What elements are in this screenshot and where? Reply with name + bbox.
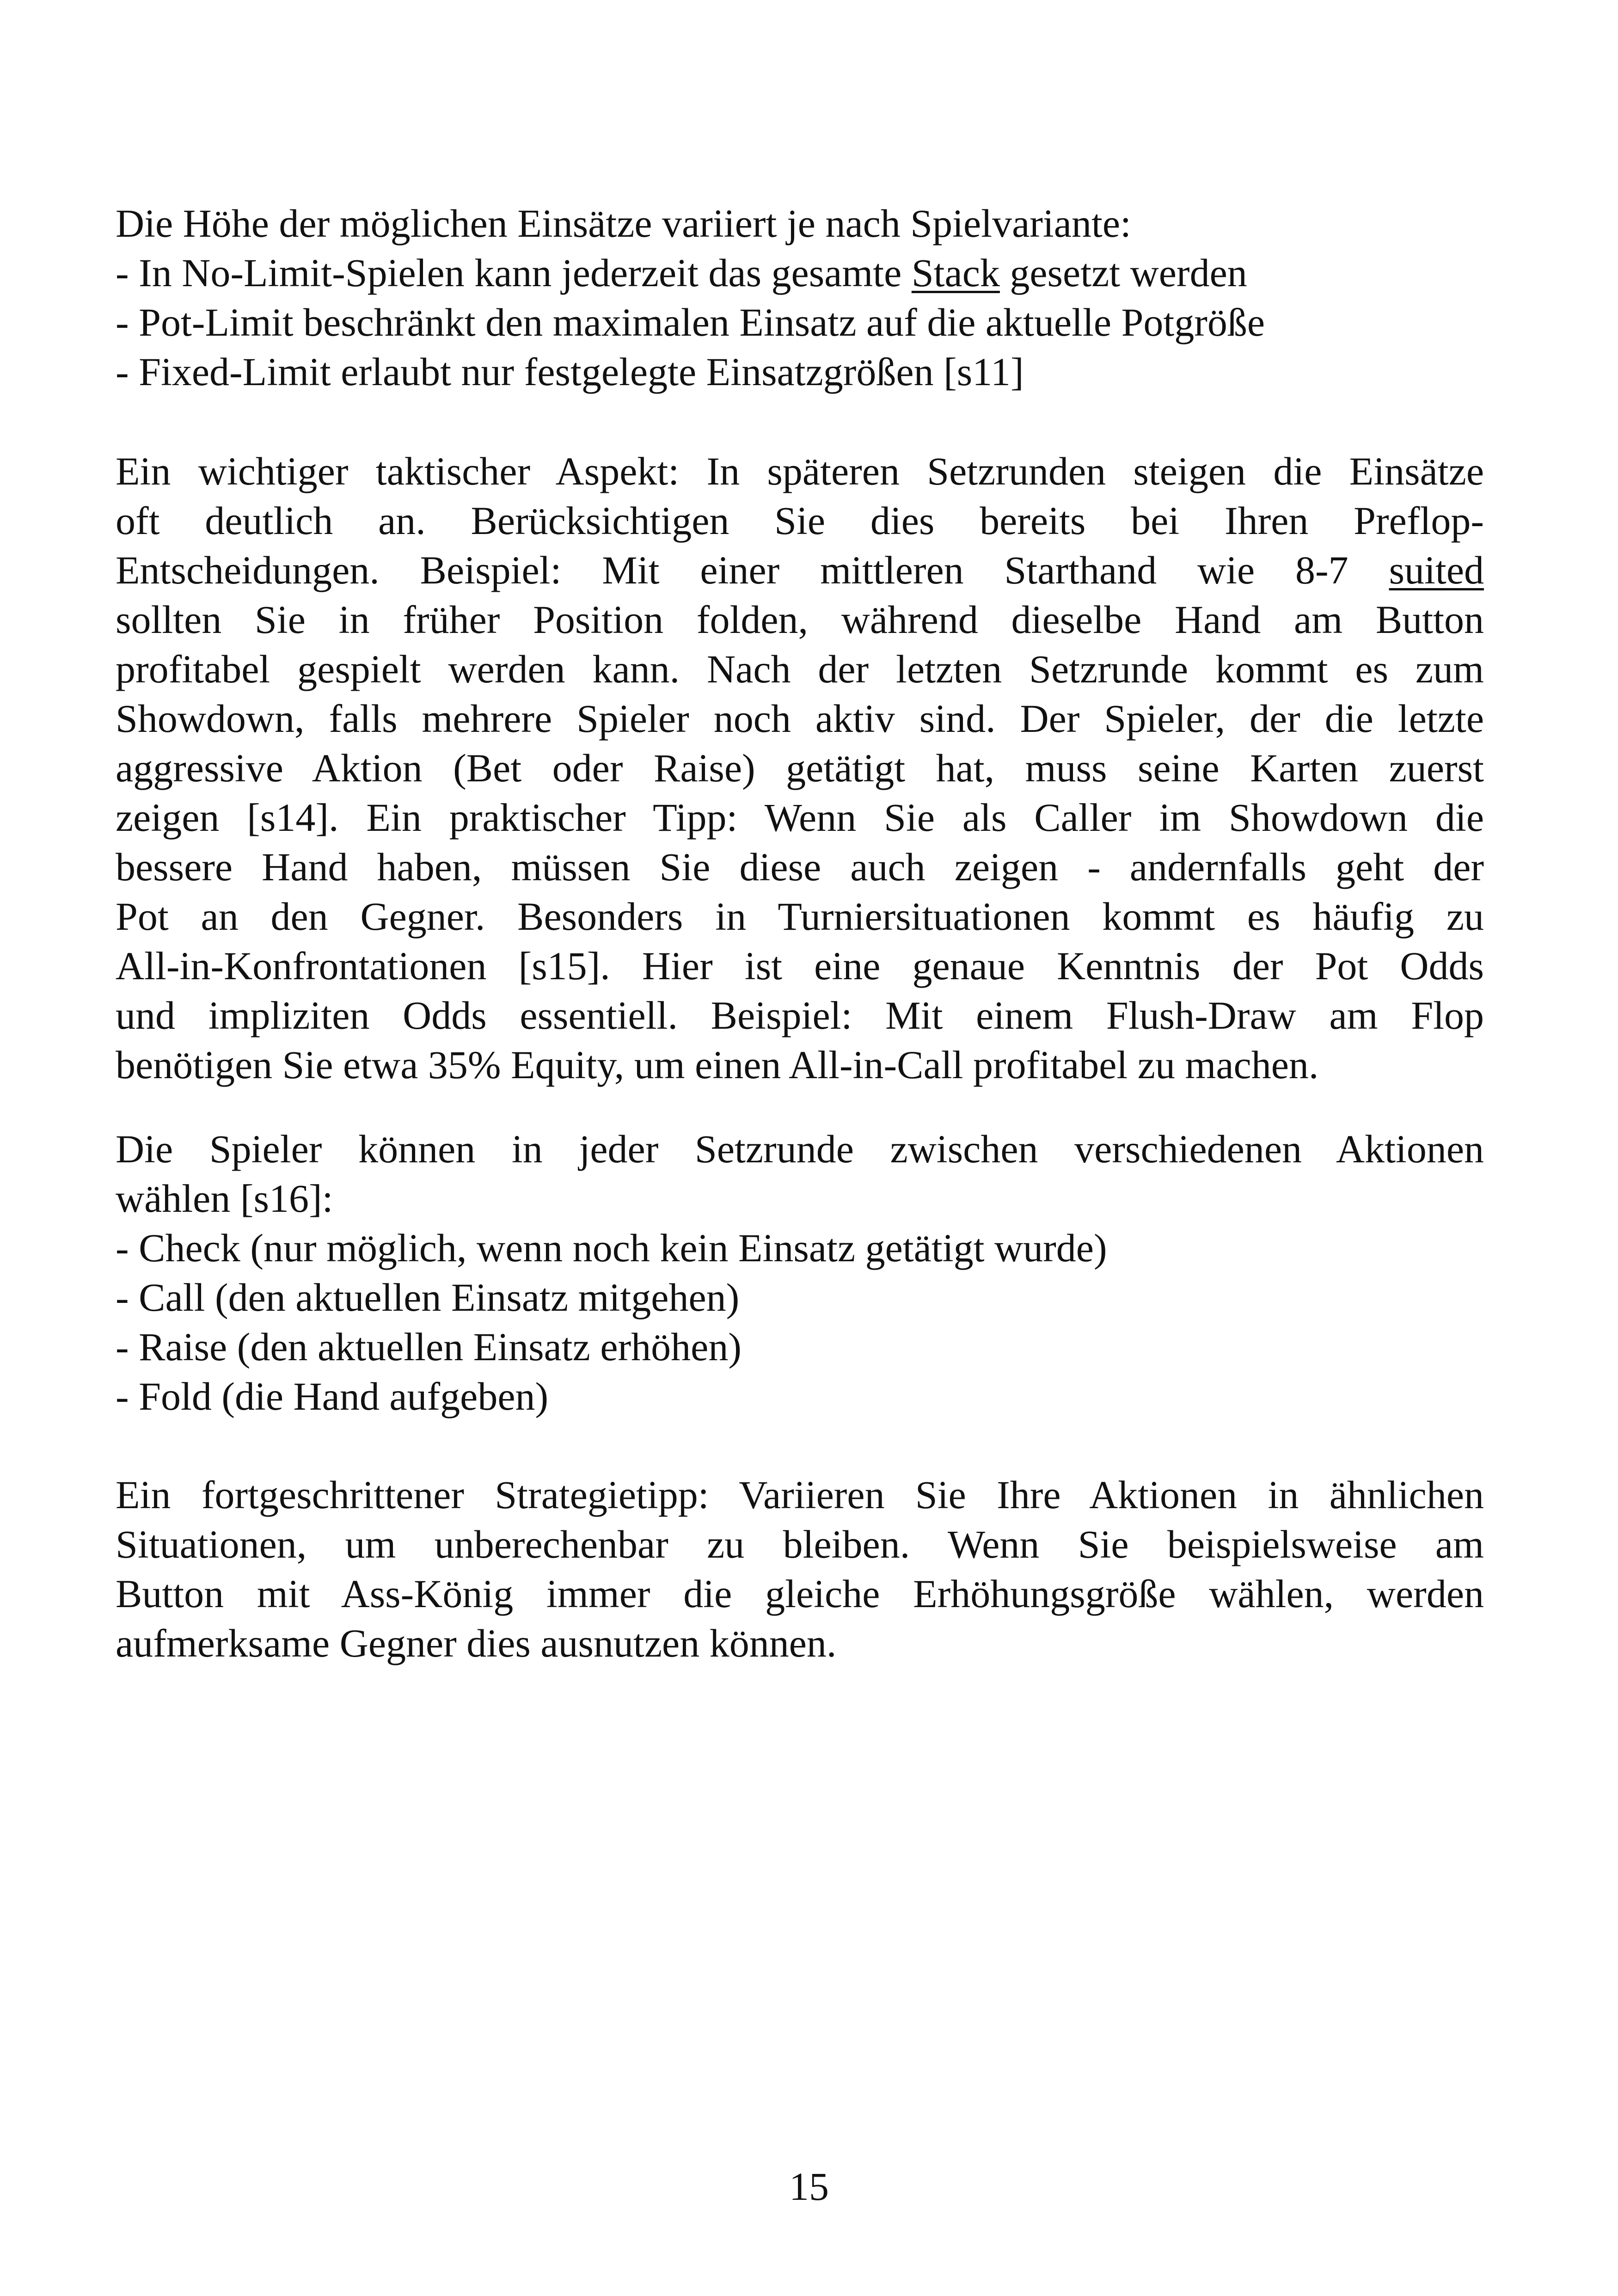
text-line: [116, 447, 1484, 496]
text-segment: Pot an den Gegner. Besonders in Turniersituationen kommt es häufig zu: [116, 894, 1484, 939]
list-item: - Raise (den aktuellen Einsatz erhöhen): [116, 1325, 742, 1369]
paragraph-tactics: [116, 447, 1484, 1090]
text-segment: - In No-Limit-Spielen kann jederzeit das gesamte: [116, 251, 912, 295]
text-segment: Situationen, um unberechenbar zu bleiben. Wenn Sie beispielsweise am: [116, 1522, 1484, 1566]
text-segment: Entscheidungen. Beispiel: Mit einer mittleren Starthand wie 8-7: [116, 548, 1389, 592]
text-line: - Pot-Limit beschränkt den maximalen Einsatz auf die aktuelle Potgröße: [116, 300, 1265, 344]
text-segment: All-in-Konfrontationen [s15]. Hier ist eine genaue Kenntnis der Pot Odds: [116, 944, 1484, 988]
text-segment: Ein fortgeschrittener Strategietipp: Variieren Sie Ihre Aktionen in ähnlichen: [116, 1473, 1484, 1517]
text-segment: gesetzt werden: [999, 251, 1247, 295]
paragraph-strategy-tip: [116, 1470, 1484, 1668]
text-line: [116, 1124, 1484, 1174]
text-line: Die Höhe der möglichen Einsätze variiert je nach Spielvariante:: [116, 201, 1131, 246]
text-segment: aggressive Aktion (Bet oder Raise) getätigt hat, muss seine Karten zuerst: [116, 746, 1484, 790]
text-line: benötigen Sie etwa 35% Equity, um einen All-in-Call profitabel zu machen.: [116, 1043, 1319, 1087]
text-line: [116, 1470, 1484, 1520]
text-line: aufmerksame Gegner dies ausnutzen können.: [116, 1621, 837, 1665]
text-line: [116, 743, 1484, 793]
text-line: [116, 941, 1484, 991]
text-line: - Fixed-Limit erlaubt nur festgelegte Einsatzgrößen [s11]: [116, 350, 1024, 394]
list-item: - Check (nur möglich, wenn noch kein Einsatz getätigt wurde): [116, 1226, 1107, 1270]
paragraph-bet-sizes: [116, 199, 1484, 397]
text-segment: Ein wichtiger taktischer Aspekt: In späteren Setzrunden steigen die Einsätze: [116, 449, 1484, 493]
text-line: [116, 248, 1484, 298]
text-line: wählen [s16]:: [116, 1176, 333, 1221]
text-segment: Button mit Ass-König immer die gleiche Erhöhungsgröße wählen, werden: [116, 1572, 1484, 1616]
paragraph-actions: [116, 1124, 1484, 1421]
text-line: [116, 892, 1484, 941]
text-segment: und impliziten Odds essentiell. Beispiel: Mit einem Flush-Draw am Flop: [116, 993, 1484, 1037]
text-segment: bessere Hand haben, müssen Sie diese auch zeigen - andernfalls geht der: [116, 845, 1484, 889]
text-line: [116, 991, 1484, 1040]
suited-link[interactable]: suited: [1389, 548, 1484, 592]
text-segment: sollten Sie in früher Position folden, während dieselbe Hand am Button: [116, 597, 1484, 642]
text-segment: Die Spieler können in jeder Setzrunde zwischen verschiedenen Aktionen: [116, 1127, 1484, 1171]
text-segment: profitabel gespielt werden kann. Nach der letzten Setzrunde kommt es zum: [116, 647, 1484, 691]
text-line: [116, 842, 1484, 892]
list-item: - Call (den aktuellen Einsatz mitgehen): [116, 1275, 740, 1320]
text-line: [116, 645, 1484, 694]
text-segment: oft deutlich an. Berücksichtigen Sie dies bereits bei Ihren Preflop-: [116, 498, 1484, 543]
page-number: 15: [789, 2164, 829, 2209]
text-line: [116, 1520, 1484, 1569]
text-line: [116, 1569, 1484, 1619]
text-line: [116, 694, 1484, 743]
stack-link[interactable]: Stack: [911, 251, 1000, 295]
text-line: [116, 546, 1484, 595]
text-segment: Showdown, falls mehrere Spieler noch aktiv sind. Der Spieler, der die letzte: [116, 696, 1484, 741]
text-line: [116, 793, 1484, 842]
list-item: - Fold (die Hand aufgeben): [116, 1374, 549, 1418]
text-line: [116, 496, 1484, 546]
text-segment: zeigen [s14]. Ein praktischer Tipp: Wenn Sie als Caller im Showdown die: [116, 795, 1484, 840]
text-line: [116, 595, 1484, 645]
